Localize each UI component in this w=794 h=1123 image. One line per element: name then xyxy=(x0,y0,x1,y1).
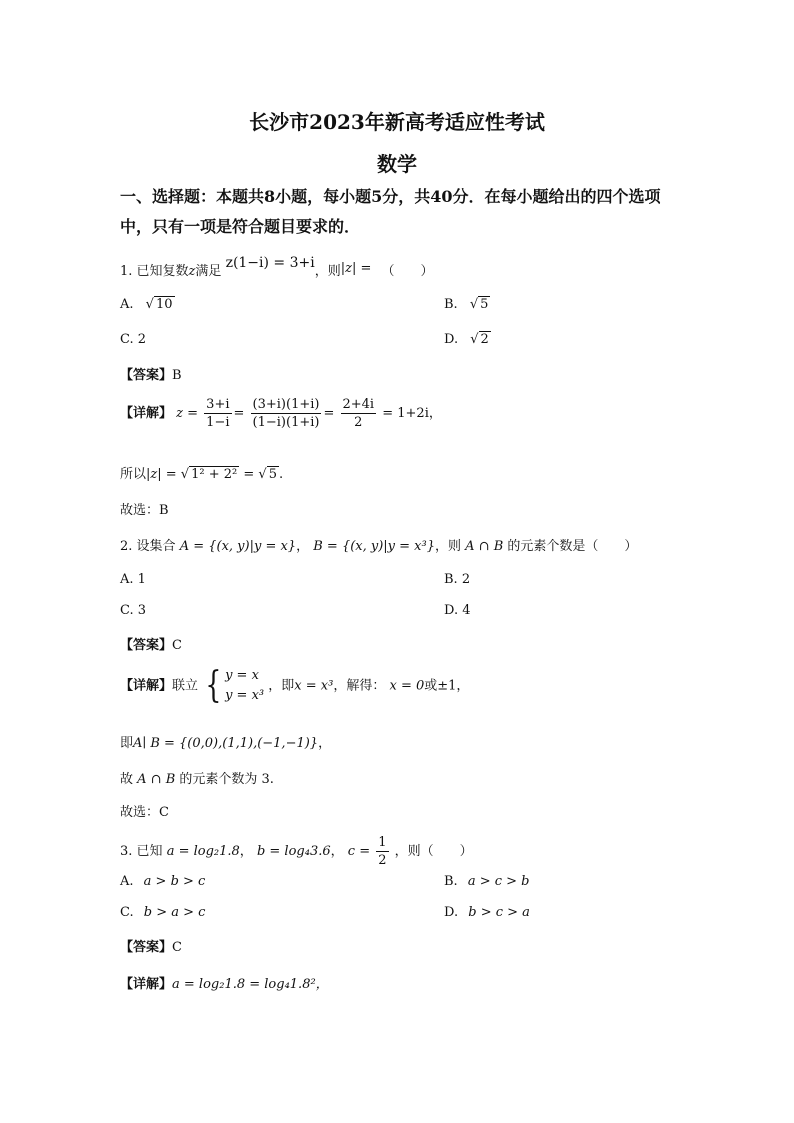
q2-detail-prefix: 联立 xyxy=(172,678,199,694)
q3-answer xyxy=(120,936,182,955)
q1-option-c: C. 2 xyxy=(120,332,147,347)
q1-then: ，则 xyxy=(314,264,341,279)
q1-detail-z: z = xyxy=(176,406,199,421)
q2-prefix: 2. 设集合 xyxy=(120,539,176,554)
q1-line2-eq: = xyxy=(243,467,255,482)
q2-ask: 的元素个数是（ ） xyxy=(507,539,638,554)
q1-option-b-value: 5 xyxy=(480,297,489,312)
q2-option-a: A. 1 xyxy=(120,572,146,587)
q2-detail-mid: ，即 xyxy=(268,678,295,694)
section-heading-line2: 中，只有一项是符合题目要求的． xyxy=(120,217,361,236)
q1-condition: z(1−i) = 3+i xyxy=(225,255,315,271)
q2-sys-eq2: y = x³ xyxy=(225,688,265,703)
q2-intersection: A ∩ B xyxy=(465,539,504,554)
question-3 xyxy=(120,834,473,869)
q1-mid: 满足 xyxy=(195,264,222,279)
q1-line2-result: 5 xyxy=(268,467,277,482)
subject-title: 数学 xyxy=(377,152,417,176)
q2-detail-solve: ，解得： xyxy=(333,678,386,694)
q3-prefix: 3. 已知 xyxy=(120,844,163,859)
q3-then: ，则（ ） xyxy=(394,844,473,859)
q3-option-d-label: D. xyxy=(444,905,459,920)
q1-fraction-2 xyxy=(251,396,322,431)
q1-choose xyxy=(120,499,169,518)
q2-detail-or: 或±1， xyxy=(424,678,470,694)
q2-sys-eq1: y = x xyxy=(225,668,259,683)
section-heading-line1: 一、选择题：本题共8小题，每小题5分，共40分．在每小题给出的四个选项 xyxy=(120,187,661,206)
q3-option-b-value: a > c > b xyxy=(467,874,530,889)
q2-answer-label: 【答案】 xyxy=(120,638,173,653)
q1-option-a: A. √ 10 xyxy=(120,297,173,312)
question-2 xyxy=(120,535,637,554)
q3-c1: ， xyxy=(239,844,253,859)
q1-fraction-3 xyxy=(341,396,377,431)
q3-c-def: c = xyxy=(347,844,371,859)
q2-line2-set: A∣ B = {(0,0),(1,1),(−1,−1)} xyxy=(133,736,319,751)
q2-detail-sol: x = 0 xyxy=(389,678,425,694)
q2-answer-value: C xyxy=(172,638,182,653)
q2-choose-value: C xyxy=(159,805,169,820)
q3-option-a-value: a > b > c xyxy=(143,874,206,889)
q1-choose-label: 故选： xyxy=(120,503,160,518)
q2-detail xyxy=(120,666,469,706)
q3-c-den: 2 xyxy=(378,853,387,868)
q2-detail-eq: x = x³ xyxy=(294,678,334,694)
q2-detail-line2 xyxy=(120,732,331,751)
q3-c2: ， xyxy=(330,844,344,859)
q2-option-b: B. 2 xyxy=(444,572,471,587)
q3-detail-label: 【详解】 xyxy=(120,977,173,992)
q1-line2-prefix: 所以 xyxy=(120,467,147,482)
q1-ask: |z| = xyxy=(340,261,372,276)
q1-choose-value: B xyxy=(159,503,169,518)
q1-f2-den: (1−i)(1+i) xyxy=(252,415,320,430)
q1-answer-value: B xyxy=(172,368,182,383)
q1-f3-num: 2+4i xyxy=(342,397,375,412)
q2-choose xyxy=(120,801,169,820)
q3-c-num: 1 xyxy=(378,835,387,850)
q1-detail-line2: 所以|z| = √ 1² + 2² = √ 5 . xyxy=(120,467,284,482)
q2-set-a: A = {(x, y)|y = x} xyxy=(179,539,297,554)
q3-option-d xyxy=(444,905,530,920)
q2-detail-line3 xyxy=(120,768,274,787)
q3-answer-value: C xyxy=(172,940,182,955)
q3-detail xyxy=(120,973,329,992)
q1-option-a-value: 10 xyxy=(155,297,173,312)
q1-f1-num: 3+i xyxy=(206,397,230,412)
q1-detail-label: 【详解】 xyxy=(120,406,173,421)
q1-f2-num: (3+i)(1+i) xyxy=(252,397,320,412)
q3-option-a xyxy=(120,874,205,889)
q2-option-c: C. 3 xyxy=(120,603,147,618)
q3-option-b xyxy=(444,874,530,889)
q1-f3-den: 2 xyxy=(354,415,363,430)
q2-line2-prefix: 即 xyxy=(120,736,134,751)
q1-detail-tail: = 1+2i， xyxy=(382,406,442,421)
q1-paren: （ ） xyxy=(381,264,434,279)
q3-a-def: a = log₂1.8 xyxy=(166,844,240,859)
q3-option-d-value: b > c > a xyxy=(468,905,530,920)
q3-b-def: b = log₄3.6 xyxy=(256,844,331,859)
q2-set-b: B = {(x, y)|y = x³} xyxy=(313,539,435,554)
q1-detail: 【详解】 z = $\frac{3+i}{1-i}$ = $\frac{(3+i)(1+i)}{(1-i)(1+i)}$ = $\frac{2+4i}{2}$ = 1+2i， xyxy=(120,397,442,430)
q1-option-d: D. √ 2 xyxy=(444,332,489,347)
q3-option-b-label: B. xyxy=(444,874,458,889)
q1-f1-den: 1−i xyxy=(206,415,230,430)
q1-answer xyxy=(120,364,182,383)
question-1 xyxy=(120,255,434,279)
q2-then: ，则 xyxy=(435,539,462,554)
q3-option-c-label: C. xyxy=(120,905,134,920)
q2-comma: ， xyxy=(296,539,310,554)
q3-c-fraction xyxy=(376,834,388,869)
q3-option-a-label: A. xyxy=(120,874,134,889)
q1-option-d-value: 2 xyxy=(480,332,489,347)
q1-fraction-1 xyxy=(204,396,231,431)
q2-line3-intersection: A ∩ B xyxy=(137,772,176,787)
q1-line2-radicand: 1² + 2² xyxy=(191,467,238,482)
q3-answer-label: 【答案】 xyxy=(120,940,173,955)
section-heading xyxy=(120,182,661,242)
q1-answer-label: 【答案】 xyxy=(120,368,173,383)
q1-option-d-label: D. xyxy=(444,332,459,347)
q1-option-a-label: A. xyxy=(120,297,134,312)
q2-line3-prefix: 故 xyxy=(120,772,134,787)
page-title: 长沙市2023年新高考适应性考试 xyxy=(249,110,545,134)
q3-option-c xyxy=(120,905,205,920)
q1-option-b-label: B. xyxy=(444,297,458,312)
q2-brace-icon: { xyxy=(205,665,222,706)
q1-prefix: 1. 已知复数 xyxy=(120,264,189,279)
q1-line2-end: . xyxy=(278,467,284,482)
q2-line2-end: ， xyxy=(318,736,332,751)
q1-line2-abs: |z| = xyxy=(146,467,177,482)
q2-line3-tail: 的元素个数为 3. xyxy=(179,772,274,787)
q2-answer xyxy=(120,634,182,653)
q2-choose-label: 故选： xyxy=(120,805,160,820)
q3-detail-text: a = log₂1.8 = log₄1.8²， xyxy=(172,977,329,992)
q1-option-b: B. √ 5 xyxy=(444,297,489,312)
q1-var: z xyxy=(188,264,196,279)
q2-option-d: D. 4 xyxy=(444,603,471,618)
q2-system xyxy=(225,666,264,706)
q2-detail-label: 【详解】 xyxy=(120,678,173,694)
q3-option-c-value: b > a > c xyxy=(143,905,206,920)
